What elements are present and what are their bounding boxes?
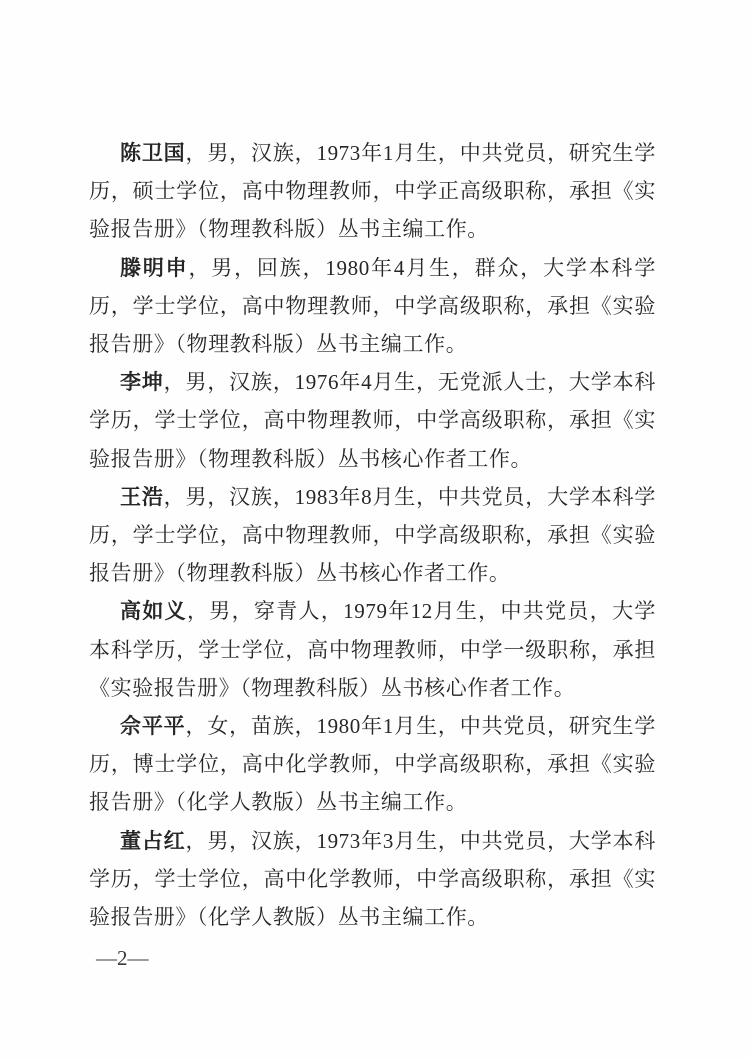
- bio-paragraph: [89, 822, 656, 937]
- bio-paragraph: [89, 592, 656, 707]
- bio-paragraph: [89, 363, 656, 478]
- bio-text: ，男，汉族，1976年4月生，无党派人士，大学本科学历，学士学位，高中物理教师，中学高级职称，承担《实验报告册》（物理教科版）丛书核心作者工作。: [89, 370, 657, 471]
- bio-paragraph: [89, 707, 656, 822]
- document-body: [89, 134, 656, 936]
- bio-paragraph: [89, 249, 656, 364]
- person-name: 董占红: [120, 828, 186, 853]
- bio-text: ，男，汉族，1973年3月生，中共党员，大学本科学历，学士学位，高中化学教师，中学高级职称，承担《实验报告册》（化学人教版）丛书主编工作。: [89, 828, 656, 930]
- person-name: 陈卫国: [120, 141, 186, 165]
- bio-text: ，女，苗族，1980年1月生，中共党员，研究生学历，博士学位，高中化学教师，中学高级职称，承担《实验报告册》（化学人教版）丛书主编工作。: [89, 714, 656, 815]
- bio-paragraph: [89, 134, 656, 249]
- person-name: 王浩: [120, 484, 164, 509]
- person-name: 高如义: [120, 599, 187, 624]
- bio-paragraph: [89, 478, 656, 593]
- bio-text: ，男，回族，1980年4月生，群众，大学本科学历，学士学位，高中物理教师，中学高级职称，承担《实验报告册》（物理教科版）丛书主编工作。: [89, 255, 656, 357]
- person-name: 李坤: [120, 370, 164, 395]
- page-number: —2—: [96, 946, 149, 970]
- person-name: 佘平平: [120, 714, 186, 739]
- bio-text: ，男，汉族，1973年1月生，中共党员，研究生学历，硕士学位，高中物理教师，中学正高级职称，承担《实验报告册》（物理教科版）丛书主编工作。: [89, 141, 656, 242]
- bio-text: ，男，穿青人，1979年12月生，中共党员，大学本科学历，学士学位，高中物理教师，中学一级职称，承担《实验报告册》（物理教科版）丛书核心作者工作。: [89, 599, 656, 700]
- bio-text: ，男，汉族，1983年8月生，中共党员，大学本科学历，学士学位，高中物理教师，中学高级职称，承担《实验报告册》（物理教科版）丛书核心作者工作。: [89, 484, 657, 586]
- person-name: 滕明申: [120, 255, 189, 280]
